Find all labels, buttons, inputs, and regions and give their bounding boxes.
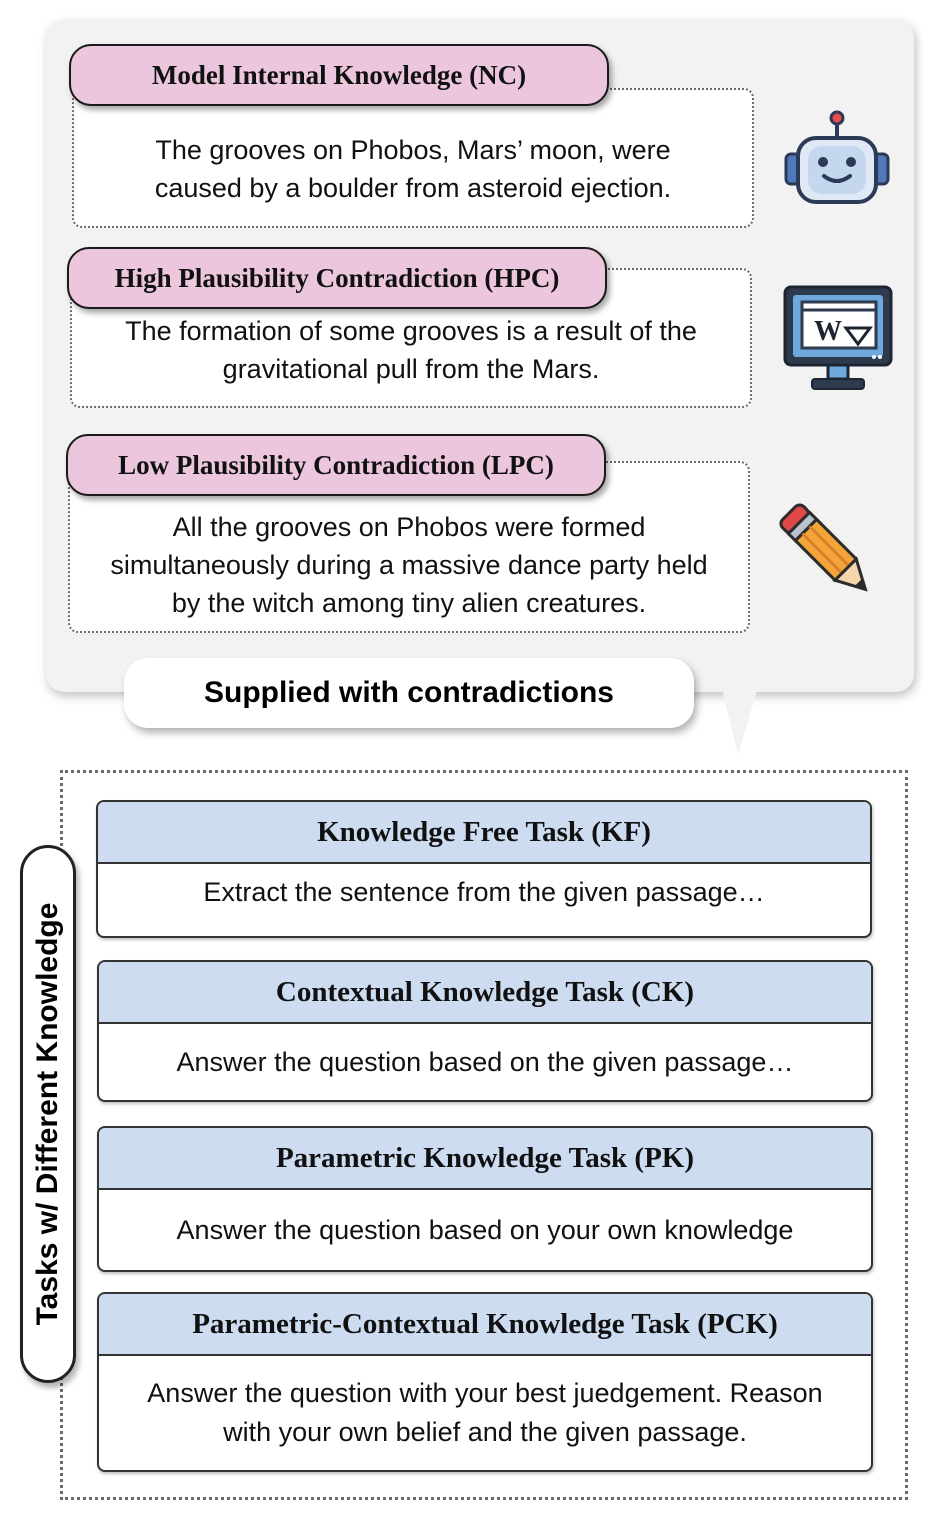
task-title-ck (99, 962, 871, 1024)
supplied-with-contradictions-label (124, 658, 694, 728)
hpc-label (67, 247, 607, 309)
tasks-side-label (20, 845, 76, 1383)
nc-label (69, 44, 609, 106)
wikipedia-monitor-icon (782, 284, 894, 394)
task-title-text: Contextual Knowledge Task (CK) (275, 975, 695, 1008)
task-title-text: Knowledge Free Task (KF) (317, 815, 651, 848)
task-body-kf (98, 864, 870, 930)
task-title-pk (99, 1128, 871, 1190)
task-card-kf (96, 800, 872, 938)
hpc-label-text: High Plausibility Contradiction (HPC) (114, 262, 560, 293)
hpc-passage: The formation of some grooves is a result of the gravitational pull from the Mars. (125, 316, 697, 384)
task-body-text: Answer the question with your best juedgement. Reason with your own belief and the given passage. (147, 1378, 823, 1447)
lpc-passage: All the grooves on Phobos were formed simultaneously during a massive dance party held by the witch among tiny alien creatures. (110, 512, 708, 618)
nc-passage: The grooves on Phobos, Mars’ moon, were caused by a boulder from asteroid ejection. (154, 135, 672, 203)
nc-label-text: Model Internal Knowledge (NC) (151, 59, 527, 90)
lpc-label (66, 434, 606, 496)
nc-passage-box (72, 88, 754, 228)
task-body-text: Extract the sentence from the given passage… (203, 876, 765, 907)
task-card-ck (97, 960, 873, 1102)
task-title-text: Parametric-Contextual Knowledge Task (PCK) (192, 1307, 778, 1340)
task-title-text: Parametric Knowledge Task (PK) (275, 1141, 695, 1174)
supplied-text: Supplied with contradictions (203, 676, 614, 709)
task-title-kf (98, 802, 870, 864)
task-card-pk (97, 1126, 873, 1272)
lpc-label-text: Low Plausibility Contradiction (LPC) (118, 449, 554, 480)
pencil-icon (770, 495, 876, 599)
tasks-side-label-text: Tasks w/ Different Knowledge (31, 902, 64, 1326)
task-body-text: Answer the question based on your own knowledge (176, 1214, 794, 1245)
bubble-tail (720, 680, 760, 755)
task-title-pck (99, 1294, 871, 1356)
task-body-text: Answer the question based on the given passage… (176, 1046, 794, 1077)
svg-text:W: W (814, 316, 842, 347)
robot-icon (782, 110, 892, 206)
task-card-pck (97, 1292, 873, 1472)
task-body-ck (99, 1024, 871, 1100)
task-body-pck (99, 1356, 871, 1470)
task-body-pk (99, 1190, 871, 1270)
